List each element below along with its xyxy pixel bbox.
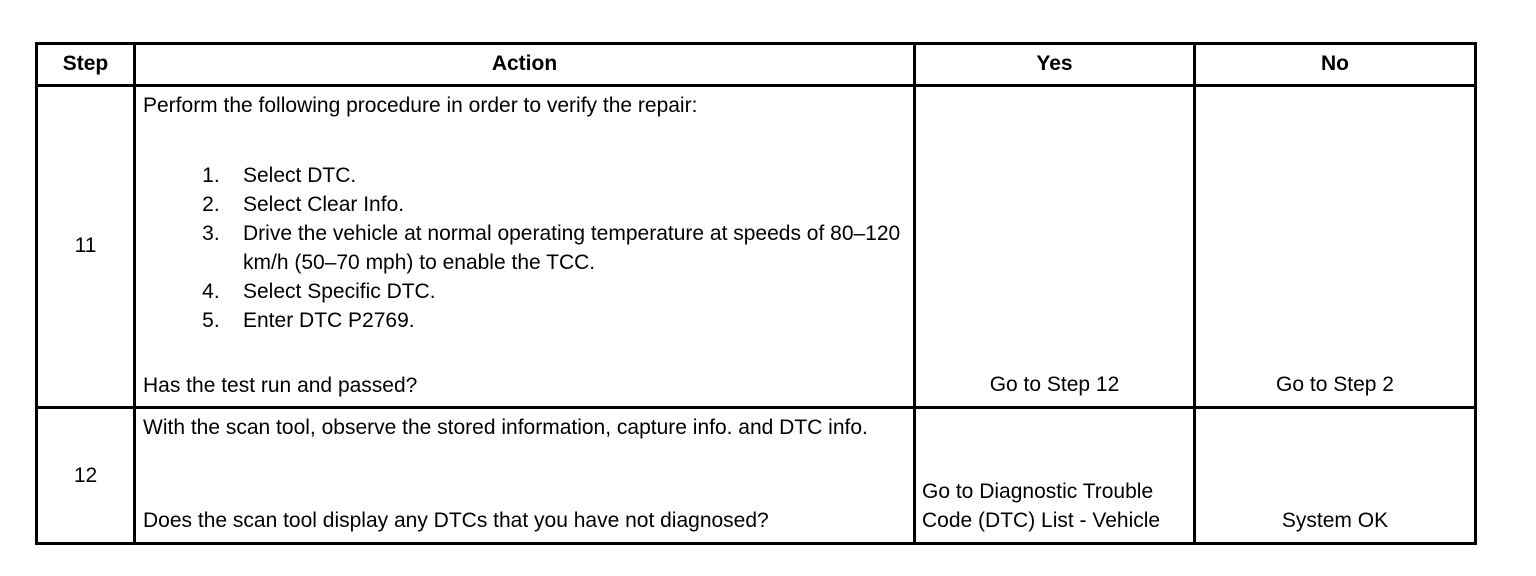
action-intro: Perform the following procedure in order to verify the repair: xyxy=(143,93,698,117)
step-number: 12 xyxy=(37,408,135,544)
yes-result: Go to Diagnostic Trouble Code (DTC) List - Vehicle xyxy=(922,480,1161,532)
header-row xyxy=(37,44,1476,86)
action-cell xyxy=(135,85,915,408)
no-cell xyxy=(1195,408,1476,544)
list-item: 1. Select DTC. xyxy=(243,161,907,190)
no-cell xyxy=(1195,85,1476,408)
table-row xyxy=(37,408,1476,544)
header-yes: Yes xyxy=(915,44,1195,86)
list-item: 2. Select Clear Info. xyxy=(243,190,907,219)
header-no: No xyxy=(1195,44,1476,86)
procedure-list xyxy=(143,161,907,335)
list-item: 5. Enter DTC P2769. xyxy=(243,306,907,335)
yes-cell xyxy=(915,85,1195,408)
yes-result: Go to Step 12 xyxy=(989,373,1120,397)
no-result: Go to Step 2 xyxy=(1276,373,1394,397)
list-item: 3. Drive the vehicle at normal operating temperature at speeds of 80–120 km/h (50–70 mph) to enable the TCC. xyxy=(243,219,907,277)
step-number: 11 xyxy=(37,85,135,408)
list-item: 4. Select Specific DTC. xyxy=(243,277,907,306)
table-row xyxy=(37,85,1476,408)
no-result: System OK xyxy=(1281,509,1389,532)
action-intro: With the scan tool, observe the stored information, capture info. and DTC info. xyxy=(143,416,868,440)
action-question: Has the test run and passed? xyxy=(143,374,418,398)
header-action: Action xyxy=(135,44,915,86)
yes-cell xyxy=(915,408,1195,544)
diagnostic-table xyxy=(35,42,1477,545)
action-question: Does the scan tool display any DTCs that you have not diagnosed? xyxy=(143,509,769,532)
header-step: Step xyxy=(37,44,135,86)
action-cell xyxy=(135,408,915,544)
